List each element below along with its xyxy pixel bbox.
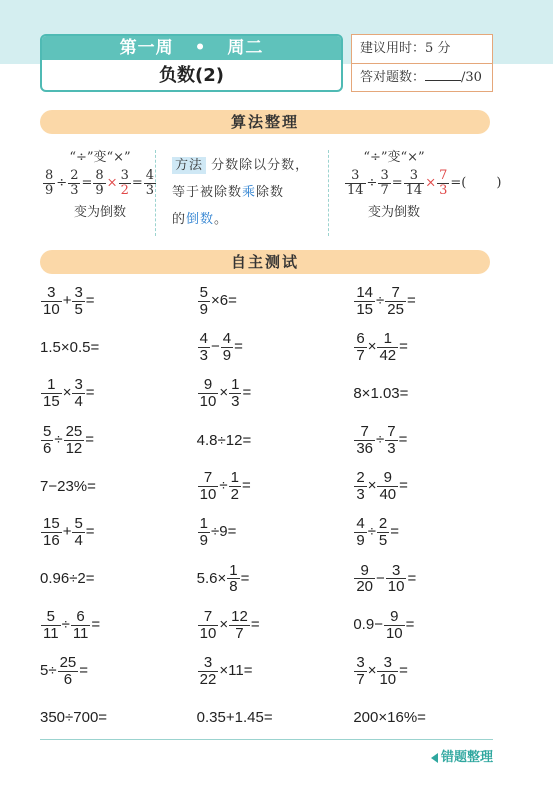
numerator: 9 xyxy=(198,377,219,394)
fraction xyxy=(41,377,62,410)
numerator: 5 xyxy=(74,515,83,533)
expression-text: = xyxy=(399,338,408,356)
method-line2-post: 除数 xyxy=(256,185,285,200)
denominator: 20 xyxy=(356,578,374,596)
expression-text: 200×16%= xyxy=(353,709,426,727)
denominator: 10 xyxy=(387,578,405,596)
divider xyxy=(155,150,156,236)
operator: × xyxy=(106,175,118,191)
problem xyxy=(353,516,510,549)
expression-text: × xyxy=(367,338,377,356)
fraction: $\frac{3}{7}$ xyxy=(380,168,389,198)
expression-text: ÷ xyxy=(376,292,385,310)
method-line3-post: 。 xyxy=(214,212,229,227)
suggested-time: 建议用时：5 分 xyxy=(360,41,451,56)
denominator: 36 xyxy=(356,439,374,457)
denominator: 3 xyxy=(231,393,240,411)
fraction xyxy=(198,331,210,364)
expression-text: ÷ xyxy=(61,616,70,634)
fraction xyxy=(229,470,241,503)
expression-text: × xyxy=(62,384,72,402)
numerator: 3 xyxy=(377,655,398,672)
problem xyxy=(40,377,197,410)
problem xyxy=(353,655,510,688)
expression-text: × xyxy=(367,662,377,680)
fraction: $\frac{8}{9}$ xyxy=(95,168,104,198)
equals: = xyxy=(391,175,403,191)
problem xyxy=(353,285,510,318)
divider xyxy=(328,150,329,236)
expression-text: = xyxy=(85,384,95,402)
problem xyxy=(197,470,354,503)
denominator: 10 xyxy=(199,485,217,503)
problem xyxy=(40,339,197,356)
problem xyxy=(40,709,197,726)
expression-text: = xyxy=(242,384,252,402)
expression-text: ÷ xyxy=(54,431,63,448)
numerator: 5 xyxy=(43,422,52,440)
problem xyxy=(197,432,354,449)
problem xyxy=(197,609,354,642)
equals: = xyxy=(131,175,143,191)
problem xyxy=(40,516,197,549)
problem xyxy=(353,609,510,642)
problem-row xyxy=(40,509,510,555)
separator-dot: • xyxy=(194,38,207,58)
example-left-caption-top: “÷”变“×” xyxy=(69,150,131,165)
problem xyxy=(197,377,354,410)
numerator: 1 xyxy=(377,331,398,348)
fraction: $\frac{3}{14}$ xyxy=(347,168,364,198)
problem xyxy=(353,563,510,596)
expression-text: = xyxy=(85,523,95,541)
fraction xyxy=(384,609,405,642)
fraction: $\frac{3}{2}$ xyxy=(120,168,129,198)
method-line3-highlight: 倒数 xyxy=(186,212,215,227)
numerator: 9 xyxy=(377,470,398,487)
correct-count-blank[interactable] xyxy=(425,69,461,81)
example-left-caption-bottom: 变为倒数 xyxy=(73,205,126,221)
expression-text: = xyxy=(390,523,400,541)
numerator: 3 xyxy=(74,376,83,394)
fraction xyxy=(377,655,398,688)
denominator: 4 xyxy=(74,393,83,411)
fraction xyxy=(229,609,250,642)
denominator: 25 xyxy=(387,300,404,318)
expression-text: 8×1.03= xyxy=(353,385,409,403)
equals: = xyxy=(81,175,93,191)
correct-count-label: 答对题数： xyxy=(360,70,426,85)
numerator: 4 xyxy=(222,330,232,348)
problem-row xyxy=(40,324,510,370)
denominator: 3 xyxy=(199,346,209,364)
problem xyxy=(353,709,510,726)
expression-text: = xyxy=(407,569,417,587)
fraction xyxy=(198,285,210,318)
numerator: 7 xyxy=(385,285,406,302)
lesson-title: 负数(2) xyxy=(159,65,224,86)
numerator: 7 xyxy=(354,424,375,441)
denominator: 42 xyxy=(379,346,397,364)
denominator: 3 xyxy=(356,485,365,503)
problem xyxy=(197,655,354,688)
left-arrow-icon xyxy=(431,753,438,763)
problem-row xyxy=(40,278,510,324)
numerator: 4 xyxy=(199,330,209,348)
fraction xyxy=(354,655,366,688)
problem-grid xyxy=(40,278,510,741)
problem xyxy=(40,655,197,688)
expression-text: − xyxy=(211,338,220,356)
fraction xyxy=(41,609,61,642)
fraction xyxy=(377,516,389,549)
problem xyxy=(197,563,354,596)
numerator: 7 xyxy=(387,422,396,440)
numerator: 3 xyxy=(198,655,219,672)
expression-text: × xyxy=(367,477,377,495)
problem xyxy=(353,331,510,364)
denominator: 5 xyxy=(378,532,388,550)
method-line1: 分数除以分数， xyxy=(211,158,310,173)
fraction xyxy=(198,377,219,410)
expression-text: = xyxy=(405,616,415,634)
denominator: 9 xyxy=(356,532,365,550)
footer-divider xyxy=(40,739,493,740)
numerator: 1 xyxy=(229,561,238,579)
numerator: 15 xyxy=(43,515,60,533)
week-day-row xyxy=(42,36,341,60)
denominator: 4 xyxy=(74,532,83,550)
expression-text: = xyxy=(399,662,408,680)
problem-row xyxy=(40,371,510,417)
denominator: 8 xyxy=(229,578,238,596)
expression-text: 350÷700= xyxy=(40,709,108,727)
problem-row xyxy=(40,417,510,463)
denominator: 7 xyxy=(356,346,365,364)
fraction xyxy=(198,609,219,642)
denominator: 9 xyxy=(199,532,209,550)
problem xyxy=(40,285,197,318)
example-right-expression xyxy=(344,168,502,198)
expression-text: ÷9= xyxy=(211,523,237,541)
footer-link[interactable] xyxy=(431,746,493,765)
expression-text: = xyxy=(85,431,95,448)
expression-text: 0.96÷2= xyxy=(40,570,95,588)
numerator: 5 xyxy=(199,283,209,301)
denominator: 9 xyxy=(199,300,209,318)
expression-text: + xyxy=(62,523,72,541)
denominator: 9 xyxy=(222,346,232,364)
expression-text: 1.5×0.5= xyxy=(40,338,100,356)
denominator: 40 xyxy=(379,485,397,503)
expression-text: × xyxy=(219,384,229,402)
denominator: 11 xyxy=(43,624,59,642)
fraction xyxy=(385,424,397,457)
fraction xyxy=(386,563,407,596)
denominator: 10 xyxy=(385,624,403,642)
method-line3-pre: 的 xyxy=(172,212,187,227)
denominator: 2 xyxy=(230,485,239,503)
fraction xyxy=(354,331,366,364)
denominator: 6 xyxy=(43,439,52,457)
expression-text: = xyxy=(399,477,408,495)
fraction xyxy=(198,655,219,688)
example-right-caption-top: “÷”变“×” xyxy=(363,150,425,165)
expression-text: = xyxy=(398,431,408,448)
denominator: 7 xyxy=(235,624,244,642)
fraction xyxy=(354,516,366,549)
expression-text: ÷ xyxy=(367,523,376,541)
info-box xyxy=(351,34,493,92)
numerator: 3 xyxy=(386,563,407,580)
numerator: 2 xyxy=(356,469,365,487)
expression-text: = xyxy=(250,616,260,634)
numerator: 9 xyxy=(354,563,375,580)
lesson-header xyxy=(40,34,343,92)
fraction xyxy=(41,424,53,457)
expression-text: 0.9− xyxy=(353,616,383,634)
operator: ÷ xyxy=(56,175,68,191)
operator: × xyxy=(425,175,437,191)
numerator: 7 xyxy=(198,470,219,487)
fraction xyxy=(221,331,233,364)
example-left-expression xyxy=(42,168,155,198)
problem-row xyxy=(40,463,510,509)
method-note xyxy=(172,152,320,233)
problem xyxy=(197,709,354,726)
fraction xyxy=(354,424,375,457)
problem xyxy=(353,424,510,457)
numerator: 1 xyxy=(41,377,62,394)
denominator: 7 xyxy=(356,671,365,689)
problem-row xyxy=(40,602,510,648)
numerator: 7 xyxy=(198,609,219,626)
problem xyxy=(197,516,354,549)
equals-paren: =( xyxy=(450,175,467,191)
operator: ÷ xyxy=(366,175,378,191)
fraction xyxy=(229,377,241,410)
expression-text: + xyxy=(62,292,72,310)
expression-text: 5÷ xyxy=(40,662,57,680)
numerator: 25 xyxy=(59,654,77,672)
fraction xyxy=(58,655,79,688)
fraction xyxy=(354,285,375,318)
expression-text: = xyxy=(406,292,416,310)
example-right-caption-bottom: 变为倒数 xyxy=(367,205,420,221)
denominator: 15 xyxy=(356,300,374,318)
expression-text: = xyxy=(91,616,101,634)
example-left xyxy=(42,146,155,221)
method-line2-highlight: 乘 xyxy=(242,185,257,200)
fraction xyxy=(41,516,62,549)
example-right xyxy=(344,146,502,221)
fraction xyxy=(198,470,219,503)
expression-text: = xyxy=(79,662,89,680)
numerator: 4 xyxy=(356,515,365,533)
fraction: $\frac{8}{9}$ xyxy=(45,168,54,198)
expression-text: ×11= xyxy=(219,662,253,680)
numerator: 1 xyxy=(230,469,239,487)
fraction xyxy=(377,331,398,364)
denominator: 15 xyxy=(43,393,60,411)
fraction xyxy=(41,285,62,318)
problem xyxy=(40,424,197,457)
numerator: 3 xyxy=(74,283,83,301)
problem xyxy=(40,478,197,495)
numerator: 1 xyxy=(231,376,240,394)
expression-text: 5.6× xyxy=(196,569,227,587)
denominator: 5 xyxy=(74,300,83,318)
denominator: 22 xyxy=(199,671,217,689)
fraction: $\frac{3}{14}$ xyxy=(405,168,423,198)
problem xyxy=(40,570,197,587)
numerator: 14 xyxy=(356,283,374,301)
footer-label: 错题整理 xyxy=(440,750,493,765)
day-label: 周二 xyxy=(227,38,264,58)
expression-text: ×6= xyxy=(211,292,237,310)
fraction: $\frac{4}{3}$ xyxy=(145,168,155,198)
problem-row xyxy=(40,556,510,602)
denominator: 12 xyxy=(65,439,83,457)
numerator: 12 xyxy=(231,607,248,625)
fraction xyxy=(198,516,210,549)
fraction xyxy=(377,470,398,503)
method-tag: 方法 xyxy=(172,157,206,174)
expression-text: 0.35+1.45= xyxy=(196,709,273,727)
section-algorithm: 算法整理 xyxy=(40,110,490,134)
week-label: 第一周 xyxy=(119,38,174,58)
fraction xyxy=(72,516,84,549)
problem xyxy=(40,609,197,642)
fraction xyxy=(385,285,406,318)
expression-text: = xyxy=(240,569,250,587)
numerator: 1 xyxy=(199,515,209,533)
fraction xyxy=(71,609,91,642)
denominator: 6 xyxy=(63,671,73,689)
numerator: 6 xyxy=(71,609,91,626)
numerator: 6 xyxy=(356,330,365,348)
expression-text: 7−23%= xyxy=(40,477,96,495)
expression-text: ÷ xyxy=(219,477,228,495)
denominator: 16 xyxy=(43,532,60,550)
numerator: 3 xyxy=(356,654,365,672)
correct-count-row xyxy=(352,63,492,91)
fraction xyxy=(72,377,84,410)
problem xyxy=(353,470,510,503)
expression-text: = xyxy=(241,477,251,495)
close-paren: ) xyxy=(496,175,502,191)
problem xyxy=(197,285,354,318)
numerator: 3 xyxy=(41,285,62,302)
fraction xyxy=(354,470,366,503)
numerator: 2 xyxy=(378,515,388,533)
numerator: 25 xyxy=(65,422,83,440)
problem xyxy=(353,385,510,402)
section-test: 自主测试 xyxy=(40,250,490,274)
fraction: $\frac{7}{3}$ xyxy=(439,168,448,198)
expression-text: = xyxy=(85,292,95,310)
problem xyxy=(197,331,354,364)
problem-row xyxy=(40,695,510,741)
problem-row xyxy=(40,648,510,694)
fraction xyxy=(64,424,85,457)
method-line2-pre: 等于被除数 xyxy=(172,185,243,200)
fraction xyxy=(72,285,84,318)
denominator: 11 xyxy=(72,624,89,642)
total-count: /30 xyxy=(461,70,482,85)
denominator: 3 xyxy=(387,439,396,457)
denominator: 10 xyxy=(199,393,217,411)
denominator: 10 xyxy=(199,624,217,642)
denominator: 10 xyxy=(379,671,397,689)
numerator: 5 xyxy=(41,609,61,626)
fraction xyxy=(227,563,239,596)
fraction xyxy=(354,563,375,596)
expression-text: − xyxy=(376,569,385,587)
expression-text: × xyxy=(219,616,229,634)
numerator: 9 xyxy=(384,609,405,626)
denominator: 10 xyxy=(43,300,60,318)
fraction: $\frac{2}{3}$ xyxy=(70,168,79,198)
expression-text: 4.8÷12= xyxy=(196,431,252,449)
expression-text: ÷ xyxy=(376,431,385,448)
expression-text: = xyxy=(234,338,243,356)
